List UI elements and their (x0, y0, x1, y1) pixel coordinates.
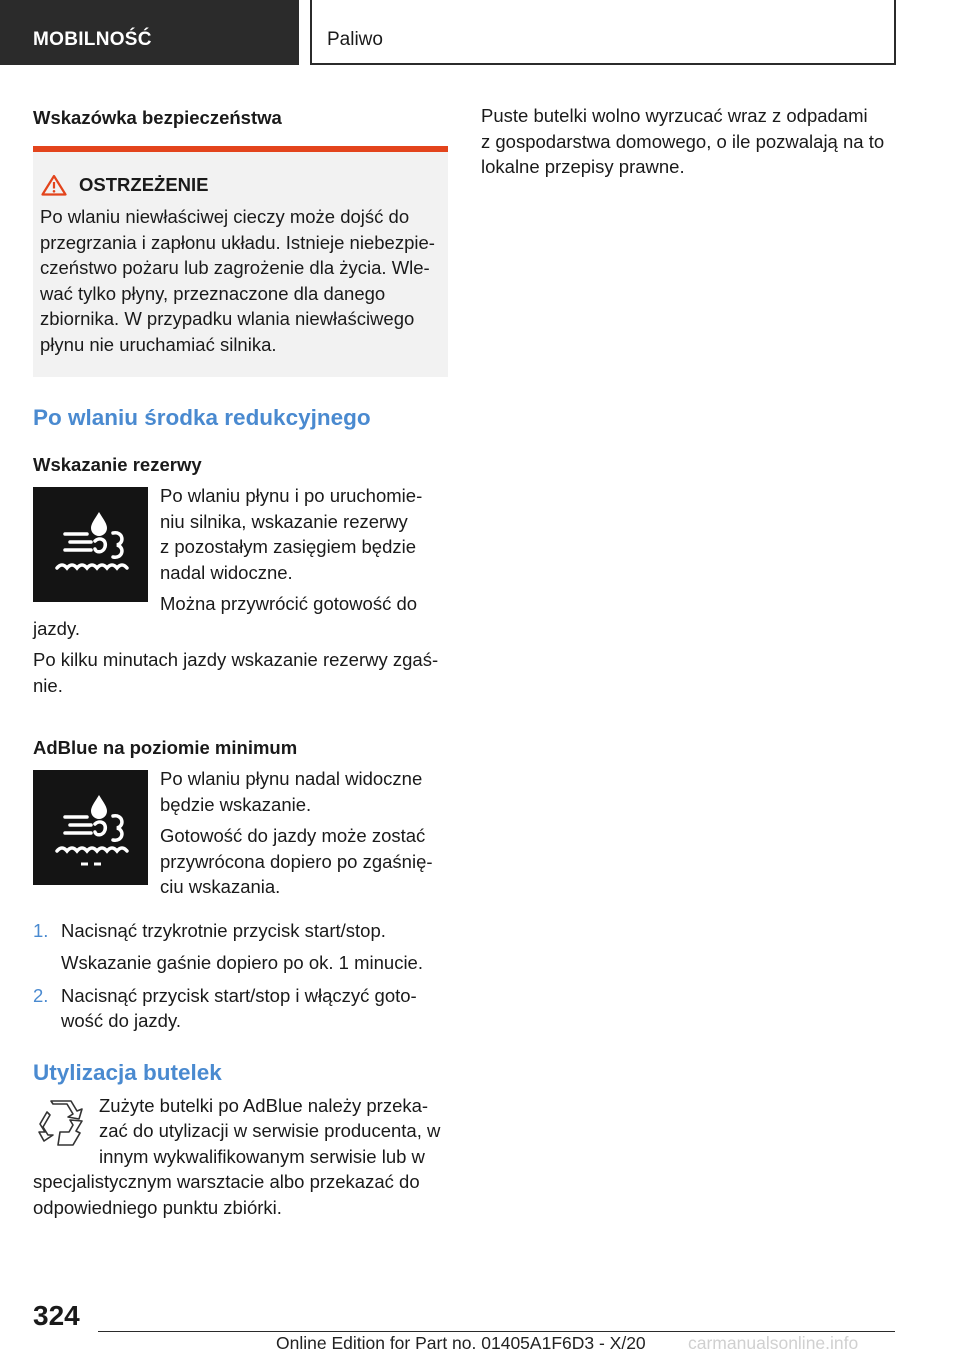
text-line: odpowiedniego punktu zbiórki. (33, 1196, 282, 1218)
adblue-minimum-indicator-icon (33, 770, 148, 885)
warning-line: Po wlaniu niewłaściwej cieczy może dojść do (40, 206, 410, 227)
step-text: Nacisnąć przycisk start/stop i włączyć goto- (61, 984, 417, 1006)
reserve-heading: Wskazanie rezerwy (33, 454, 202, 475)
after-fill-heading: Po wlaniu środka redukcyjnego (33, 405, 371, 430)
text-line: zać do utylizacji w serwisie producenta, w (99, 1120, 441, 1141)
list-item (33, 983, 448, 1034)
text-line: przywrócona dopiero po zgaśnię- (160, 850, 433, 872)
text-line: Po wlaniu płynu nadal widoczne (160, 768, 423, 789)
warning-line: przegrzania i zapłonu układu. Istnieje niebezpie- (40, 231, 435, 253)
text-line: niu silnika, wskazanie rezerwy (160, 510, 408, 532)
warning-title: OSTRZEŻENIE (79, 174, 209, 195)
warning-triangle-icon (41, 174, 67, 196)
text-line: z pozostałym zasięgiem będzie (160, 536, 417, 557)
footer-divider (98, 1331, 895, 1332)
safety-heading: Wskazówka bezpieczeństwa (33, 107, 282, 128)
reserve-restore-text: Można przywrócić gotowość do (160, 593, 418, 614)
minimum-heading: AdBlue na poziomie minimum (33, 737, 298, 758)
text-line: z gospodarstwa domowego, o ile pozwalają na to (481, 130, 885, 152)
reserve-block (33, 483, 448, 698)
text-line: Po wlaniu płynu i po uruchomie- (160, 485, 423, 506)
warning-line: zbiornika. W przypadku wlania niewłaściwego (40, 308, 415, 329)
text-line: będzie wskazanie. (160, 793, 312, 815)
watermark: carmanualsonline.info (688, 1333, 859, 1353)
reserve-indicator-row (33, 483, 448, 617)
step-number: 2. (33, 984, 49, 1006)
right-column (481, 100, 901, 180)
minimum-indicator-row (33, 766, 448, 900)
text-line: nie. (33, 674, 63, 696)
warning-title-row (41, 174, 438, 196)
text-line: specjalistycznym warsztacie albo przekazać do (33, 1171, 420, 1192)
step-text: wość do jazdy. (61, 1010, 181, 1031)
section-tab: MOBILNOŚĆ (0, 0, 299, 65)
text-line: nadal widoczne. (160, 561, 293, 583)
disposal-row (33, 1093, 448, 1170)
text-line: Zużyte butelki po AdBlue należy przeka- (99, 1094, 429, 1116)
text-line: Gotowość do jazdy może zostać (160, 825, 426, 846)
warning-line: płynu nie uruchamiać silnika. (40, 333, 277, 355)
step-number: 1. (33, 919, 49, 941)
page-number: 324 (33, 1300, 80, 1331)
warning-box (33, 146, 448, 377)
text-line: innym wykwalifikowanym serwisie lub w (99, 1145, 425, 1167)
step-text: Nacisnąć trzykrotnie przycisk start/stop. (61, 919, 386, 941)
reserve-side-text (160, 483, 422, 617)
steps-list (33, 918, 448, 1034)
disposal-household-text (481, 103, 901, 180)
warning-line: czeństwo pożaru lub zagrożenie dla życia. Wle- (40, 257, 430, 278)
list-item (33, 918, 448, 976)
warning-text (40, 204, 438, 357)
disposal-text-cont (33, 1169, 448, 1220)
chapter-tab: Paliwo (310, 0, 896, 65)
step-note: Wskazanie gaśnie dopiero po ok. 1 minucie. (61, 952, 423, 973)
reserve-restore-text-cont: jazdy. (33, 617, 80, 639)
text-line: Po kilku minutach jazdy wskazanie rezerwy zgaś- (33, 649, 439, 670)
text-line: Puste butelki wolno wyrzucać wraz z odpadami (481, 105, 868, 126)
disposal-side-text (99, 1093, 440, 1170)
text-line: ciu wskazania. (160, 876, 281, 897)
reserve-off-text (33, 647, 448, 698)
adblue-reserve-indicator-icon (33, 487, 148, 602)
minimum-side-text (160, 766, 433, 900)
left-column (33, 100, 448, 1220)
edition-text: Online Edition for Part no. 01405A1F6D3 - X/20 (276, 1333, 646, 1353)
warning-line: wać tylko płyny, przeznaczone dla danego (40, 282, 386, 304)
text-line: lokalne przepisy prawne. (481, 156, 685, 177)
disposal-heading: Utylizacja butelek (33, 1059, 222, 1085)
recycle-icon (33, 1098, 89, 1170)
